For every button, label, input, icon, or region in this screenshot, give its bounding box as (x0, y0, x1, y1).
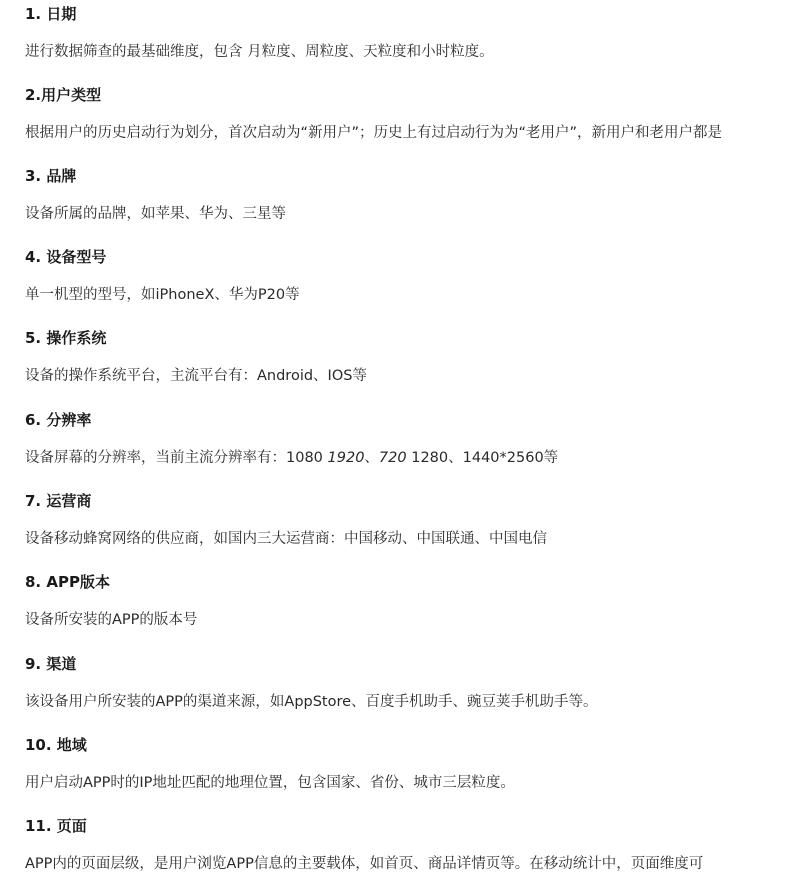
section-brand (25, 166, 787, 222)
section-description: 设备移动蜂窝网络的供应商，如国内三大运营商：中国移动、中国联通、中国电信 (25, 531, 547, 547)
section-description: 设备的操作系统平台，主流平台有：Android、IOS等 (25, 368, 367, 384)
section-os (25, 328, 787, 384)
section-user-type (25, 85, 787, 141)
section-description: 进行数据筛查的最基础维度，包含 月粒度、周粒度、天粒度和小时粒度。 (25, 44, 494, 60)
section-heading: 10. 地域 (25, 736, 87, 754)
section-device-model (25, 247, 787, 303)
section-heading: 2.用户类型 (25, 86, 102, 104)
section-channel (25, 654, 787, 710)
section-heading: 5. 操作系统 (25, 329, 107, 347)
section-app-version (25, 572, 787, 628)
section-carrier (25, 491, 787, 547)
section-page (25, 816, 787, 872)
section-date (25, 4, 787, 60)
section-description: 用户启动APP时的IP地址匹配的地理位置，包含国家、省份、城市三层粒度。 (25, 775, 515, 791)
section-heading: 9. 渠道 (25, 655, 77, 673)
section-resolution (25, 410, 787, 466)
section-description: 根据用户的历史启动行为划分，首次启动为“新用户”；历史上有过启动行为为“老用户”，新用户和老用户都是 (25, 125, 723, 141)
section-region (25, 735, 787, 791)
section-heading: 8. APP版本 (25, 573, 110, 591)
section-description: 设备所安装的APP的版本号 (25, 612, 198, 628)
section-heading: 11. 页面 (25, 817, 87, 835)
section-heading: 7. 运营商 (25, 492, 92, 510)
section-heading: 4. 设备型号 (25, 248, 107, 266)
section-heading: 3. 品牌 (25, 167, 77, 185)
section-description: 设备所属的品牌，如苹果、华为、三星等 (25, 206, 286, 222)
section-description: 单一机型的型号，如iPhoneX、华为P20等 (25, 287, 300, 303)
section-description: 该设备用户所安装的APP的渠道来源，如AppStore、百度手机助手、豌豆荚手机助手等。 (25, 694, 598, 710)
section-heading: 1. 日期 (25, 5, 77, 23)
section-heading: 6. 分辨率 (25, 411, 92, 429)
section-description: 设备屏幕的分辨率，当前主流分辨率有：1080 1920、720 1280、1440*2560等 (25, 450, 559, 466)
section-description: APP内的页面层级，是用户浏览APP信息的主要载体，如首页、商品详情页等。在移动统计中，页面维度可 (25, 856, 704, 872)
